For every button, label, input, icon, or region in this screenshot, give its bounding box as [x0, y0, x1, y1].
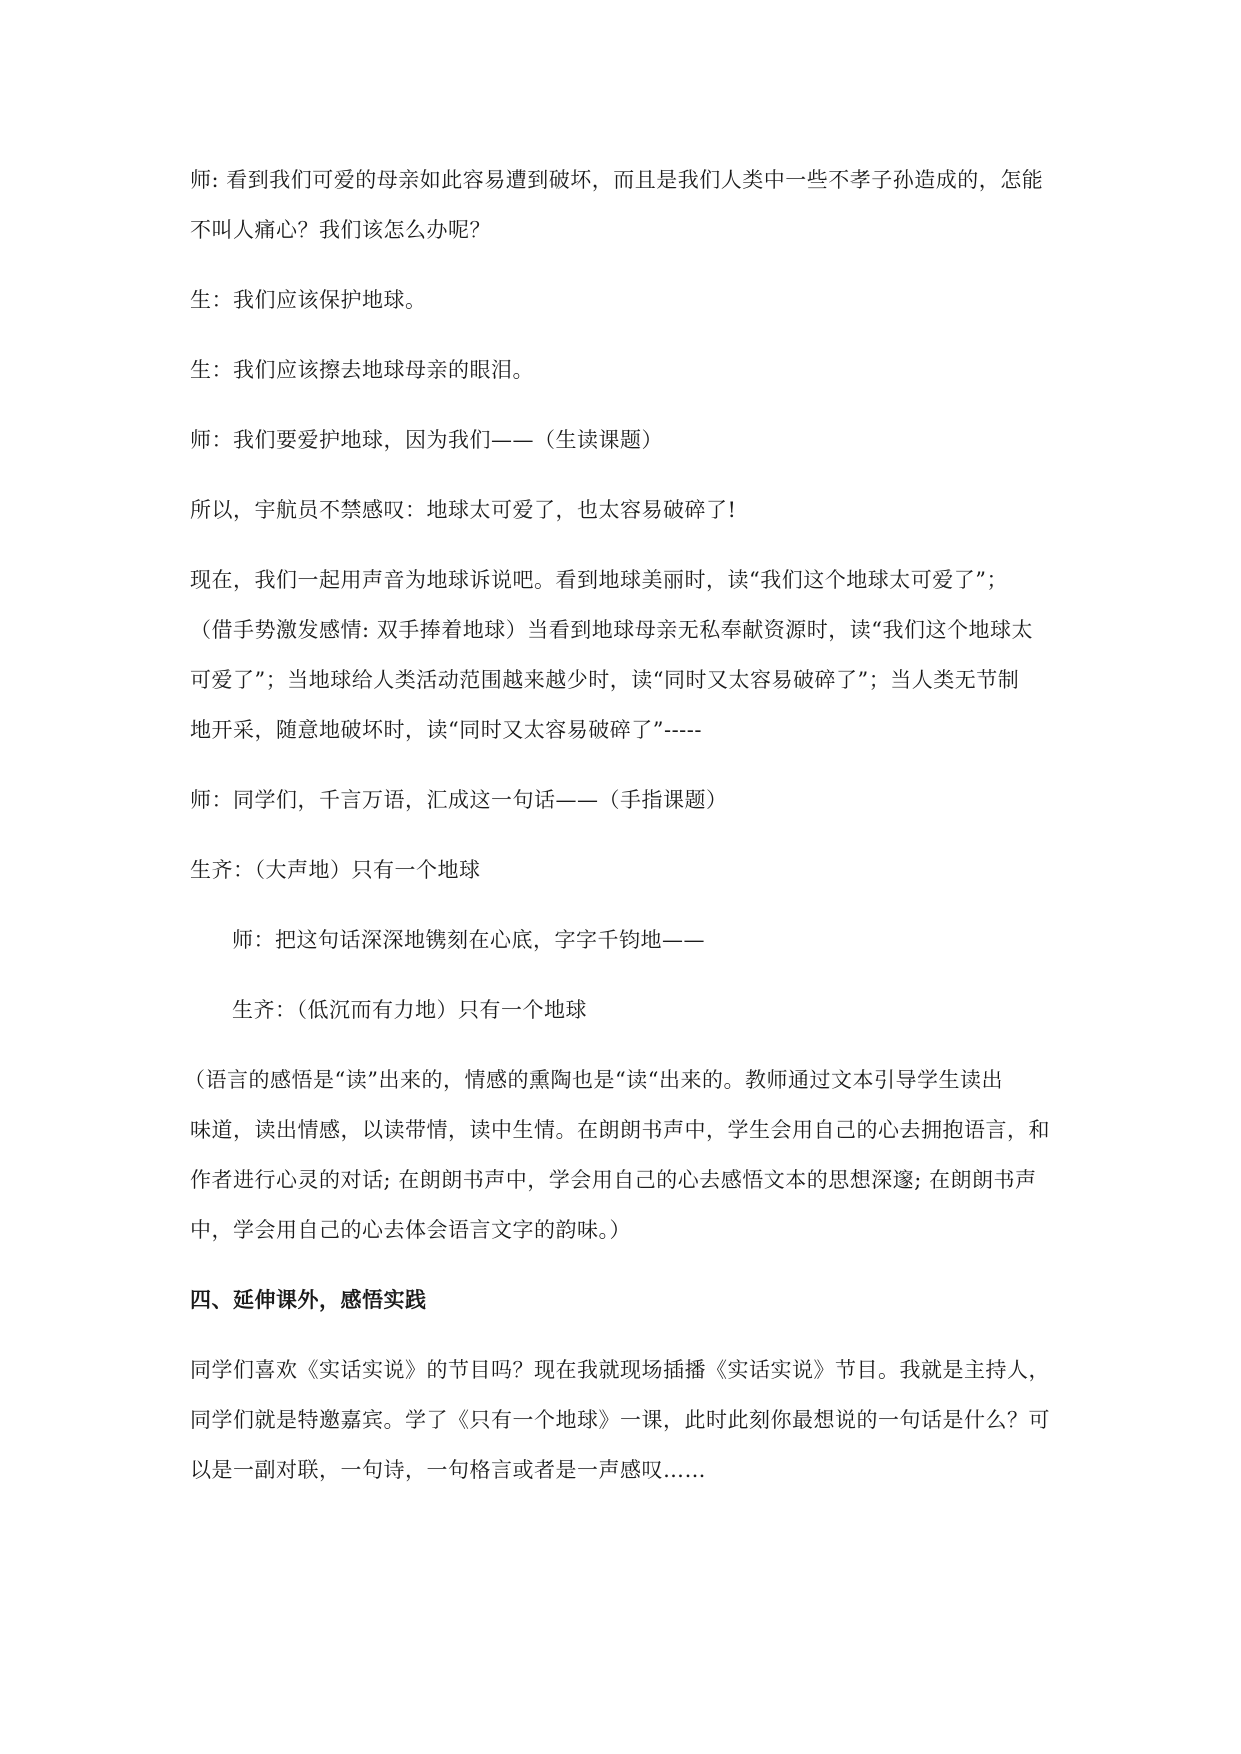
text-line: 中，学会用自己的心去体会语言文字的韵味。） [190, 1218, 631, 1242]
paragraph-reading [190, 555, 1065, 755]
text-line: 生：我们应该保护地球。 [190, 288, 427, 312]
text-line: 同学们喜欢《实话实说》的节目吗？现在我就现场插播《实话实说》节目。我就是主持人， [190, 1358, 1050, 1382]
text-line: 师：把这句话深深地镌刻在心底，字字千钧地—— [232, 928, 705, 952]
text-line: 四、延伸课外，感悟实践 [190, 1287, 427, 1312]
text-line: 师：同学们，千言万语，汇成这一句话——（手指课题） [190, 788, 728, 812]
paragraph-activity [190, 1345, 1065, 1495]
text-line: 师：我们要爱护地球，因为我们——（生读课题） [190, 428, 663, 452]
section-heading [190, 1275, 1065, 1325]
paragraph-commentary [184, 1055, 1065, 1255]
text-line: 以是一副对联，一句诗，一句格言或者是一声感叹…… [190, 1458, 706, 1482]
paragraph-students-chorus-2 [190, 985, 1065, 1035]
text-line: 地开采，随意地破坏时，读“同时又太容易破碎了”----- [190, 718, 702, 742]
text-line: 作者进行心灵的对话; 在朗朗书声中，学会用自己的心去感悟文本的思想深邃; 在朗朗书声 [190, 1168, 1037, 1192]
paragraph-student-1 [190, 275, 1065, 325]
paragraph-student-2 [190, 345, 1065, 395]
paragraph-teacher-3 [190, 775, 1065, 825]
text-line: 生齐：（大声地）只有一个地球 [190, 858, 481, 882]
text-line: 师: 看到我们可爱的母亲如此容易遭到破坏，而且是我们人类中一些不孝子孙造成的，怎能 [190, 168, 1044, 192]
text-line: 现在，我们一起用声音为地球诉说吧。看到地球美丽时，读“我们这个地球太可爱了”； [190, 568, 1008, 592]
paragraph-teacher-2 [190, 415, 1065, 465]
paragraph-astronaut [190, 485, 1065, 535]
paragraph-teacher-4 [190, 915, 1065, 965]
text-line: （借手势激发感情: 双手捧着地球）当看到地球母亲无私奉献资源时，读“我们这个地球太 [190, 618, 1033, 642]
text-line: （语言的感悟是“读”出来的，情感的熏陶也是“读“出来的。教师通过文本引导学生读出 [184, 1068, 1003, 1092]
document-page [184, 155, 1065, 1495]
text-line: 味道，读出情感，以读带情，读中生情。在朗朗书声中，学生会用自己的心去拥抱语言，和 [190, 1118, 1050, 1142]
text-line: 所以，宇航员不禁感叹：地球太可爱了，也太容易破碎了! [190, 498, 737, 522]
text-line: 生齐：（低沉而有力地）只有一个地球 [232, 998, 587, 1022]
text-line: 同学们就是特邀嘉宾。学了《只有一个地球》一课，此时此刻你最想说的一句话是什么？可 [190, 1408, 1050, 1432]
paragraph-teacher-1 [190, 155, 1065, 255]
text-line: 生：我们应该擦去地球母亲的眼泪。 [190, 358, 534, 382]
text-line: 可爱了”；当地球给人类活动范围越来越少时，读“同时又太容易破碎了”；当人类无节制 [190, 668, 1020, 692]
paragraph-students-chorus-1 [190, 845, 1065, 895]
text-line: 不叫人痛心？我们该怎么办呢？ [190, 218, 491, 242]
